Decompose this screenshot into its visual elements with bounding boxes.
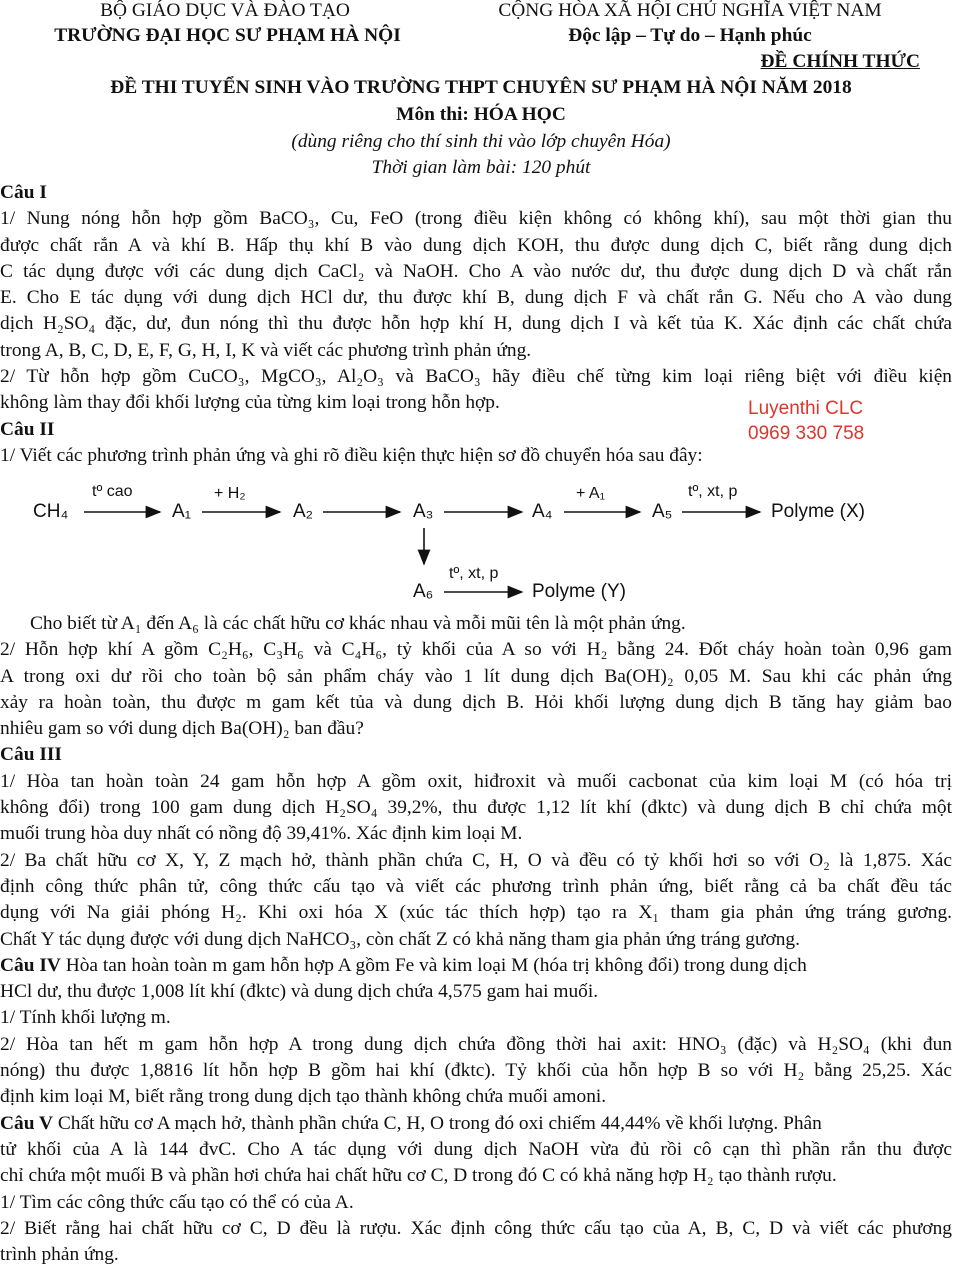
republic-name: CỘNG HÒA XÃ HỘI CHỦ NGHĨA VIỆT NAM [498, 0, 882, 21]
q5-intro-line: tử khối của A là 144 đvC. Cho A tác dụng với dung dịch NaOH vừa đủ rồi cô cạn thì phần rắn thu được [0, 1138, 952, 1160]
condition-add-a1: + A₁ [576, 485, 605, 502]
q3-part2-line: dụng với Na giải phóng H₂. Khi oxi hóa X (xúc tác thích hợp) tạo ra X₁ tham gia phản ứng tráng gương. [0, 902, 952, 924]
q4-part2-line: định kim loại M, biết rằng trong dung dịch tạo thành không chứa muối amoni. [0, 1086, 607, 1108]
q1-part1-line: dịch H₂SO₄ đặc, dư, đun nóng thì thu được hỗn hợp khí H, dung dịch I và kết tủa K. Xác định các chất chứa [0, 313, 952, 335]
species-ch4: CH₄ [33, 501, 69, 522]
question-4-label: Câu IV [0, 954, 61, 976]
watermark-name: Luyenthi CLC [748, 398, 864, 419]
condition-add-h2: + H₂ [214, 485, 246, 502]
q3-part2-line: định công thức phân tử, công thức cấu tạo và viết các phương trình phản ứng, biết rằng cả ba chất đều tác [0, 875, 952, 897]
q2-part2-line: 2/ Hỗn hợp khí A gồm C₂H₆, C₃H₆ và C₄H₆, tỷ khối của A so với H₂ bằng 24. Đốt cháy hoàn toàn 0,96 gam [0, 639, 952, 661]
species-a6: A₆ [413, 581, 434, 602]
ministry-name: BỘ GIÁO DỤC VÀ ĐÀO TẠO [100, 0, 350, 21]
q1-part1-line: C tác dụng được với các dung dịch CaCl₂ và NaOH. Cho A vào nước dư, thu được dung dịch D và chất rắn [0, 260, 952, 282]
q1-part1-line: được chất rắn A và khí B. Hấp thụ khí B vào dung dịch KOH, thu được dung dịch C, biết rằng dung dịch [0, 234, 952, 256]
q3-part1-line: không đổi) trong 100 gam dung dịch H₂SO₄ 39,2%, thu được 1,12 lít khí (đktc) và dung dịch B chỉ chứa một [0, 797, 952, 819]
q3-part1-line: 1/ Hòa tan hoàn toàn 24 gam hỗn hợp A gồm oxit, hiđroxit và muối cacbonat của kim loại M (có hóa trị [0, 770, 952, 792]
q1-part1-line: E. Cho E tác dụng với dung dịch HCl dư, thu được khí B, dung dịch F và chất rắn G. Nếu cho A vào dung [0, 287, 952, 309]
q3-part1-line: muối trung hòa duy nhất có nồng độ 39,41%. Xác định kim loại M. [0, 823, 523, 845]
species-a4: A₄ [532, 501, 553, 522]
exam-note: (dùng riêng cho thí sinh thi vào lớp chuyên Hóa) [291, 131, 671, 152]
q2-part2-line: nhiêu gam so với dung dịch Ba(OH)₂ ban đầu? [0, 718, 364, 740]
official-stamp-label: ĐỀ CHÍNH THỨC [760, 51, 920, 72]
question-3-label: Câu III [0, 744, 62, 766]
q4-intro-line-1 [0, 953, 952, 979]
q5-intro-line-1 [0, 1111, 952, 1137]
question-5-label: Câu V [0, 1112, 53, 1134]
exam-time: Thời gian làm bài: 120 phút [371, 157, 591, 178]
condition-polymerization-y: tº, xt, p [449, 565, 499, 582]
q1-part2-line: 2/ Từ hỗn hợp gồm CuCO₃, MgCO₃, Al₂O₃ và BaCO₃ hãy điều chế từng kim loại riêng biệt với điều kiện [0, 366, 952, 388]
polymer-x: Polyme (X) [771, 501, 865, 522]
q4-intro-text: Hòa tan hoàn toàn m gam hỗn hợp A gồm Fe và kim loại M (hóa trị không đổi) trong dung dịch [60, 954, 807, 976]
exam-body-continued [0, 611, 952, 1268]
q4-intro-line: HCl dư, thu được 1,008 lít khí (đktc) và dung dịch chứa 4,575 gam hai muối. [0, 981, 599, 1003]
species-a3: A₃ [413, 501, 434, 522]
q2-part2-line: A trong oxi dư rồi cho toàn bộ sản phẩm cháy vào 1 lít dung dịch Ba(OH)₂ 0,05 M. Sau khi các phản ứng [0, 665, 952, 687]
reaction-scheme-diagram [0, 476, 962, 612]
q3-part2-line: Chất Y tác dụng được với dung dịch NaHCO₃, còn chất Z có khả năng tham gia phản ứng tráng gương. [0, 928, 800, 950]
question-1-label: Câu I [0, 182, 47, 203]
q5-intro-text: Chất hữu cơ A mạch hở, thành phần chứa C, H, O trong đó oxi chiếm 44,44% về khối lượng. Phân [52, 1112, 822, 1134]
question-2-label: Câu II [0, 418, 55, 440]
q3-part2-line: 2/ Ba chất hữu cơ X, Y, Z mạch hở, thành phần chứa C, H, O và đều có tỷ khối hơi so với O₂ là 1,875. Xác [0, 849, 952, 871]
q2-diagram-note: Cho biết từ A₁ đến A₆ là các chất hữu cơ khác nhau và mỗi mũi tên là một phản ứng. [30, 613, 686, 634]
q1-part1-line: trong A, B, C, D, E, F, G, H, I, K và viết các phương trình phản ứng. [0, 339, 532, 361]
q1-part2-line: không làm thay đổi khối lượng của từng kim loại trong hỗn hợp. [0, 392, 500, 414]
q4-part2-line: 2/ Hòa tan hết m gam hỗn hợp A trong dung dịch chứa đồng thời hai axit: HNO₃ (đặc) và H₂SO₄ (khi đun [0, 1033, 952, 1055]
q2-part2-line: xảy ra hoàn toàn, thu được m gam kết tủa và dung dịch B. Hỏi khối lượng dung dịch B tăng hay giảm bao [0, 691, 952, 713]
exam-title: ĐỀ THI TUYỂN SINH VÀO TRƯỜNG THPT CHUYÊN SƯ PHẠM HÀ NỘI NĂM 2018 [110, 77, 852, 98]
species-a2: A₂ [293, 501, 314, 522]
national-motto: Độc lập – Tự do – Hạnh phúc [568, 25, 812, 46]
watermark-phone: 0969 330 758 [748, 423, 865, 444]
polymer-y: Polyme (Y) [532, 581, 626, 602]
exam-subject: Môn thi: HÓA HỌC [396, 104, 566, 125]
q5-part1: 1/ Tìm các công thức cấu tạo có thể có của A. [0, 1191, 354, 1213]
school-name: TRƯỜNG ĐẠI HỌC SƯ PHẠM HÀ NỘI [54, 25, 401, 46]
q2-part1-intro: 1/ Viết các phương trình phản ứng và ghi rõ điều kiện thực hiện sơ đồ chuyển hóa sau đây: [0, 444, 703, 466]
q5-part2-line: trình phản ứng. [0, 1244, 119, 1266]
q1-part1-line: 1/ Nung nóng hỗn hợp gồm BaCO₃, Cu, FeO (trong điều kiện không có không khí), sau một thời gian thu [0, 208, 952, 230]
q5-part2-line: 2/ Biết rằng hai chất hữu cơ C, D đều là rượu. Xác định công thức cấu tạo của A, B, C, D và viết các phương [0, 1217, 952, 1239]
condition-polymerization-x: tº, xt, p [688, 483, 738, 500]
condition-heat: tº cao [92, 483, 133, 500]
reaction-arrows [0, 476, 962, 612]
document-header [0, 0, 962, 80]
species-a5: A₅ [652, 501, 673, 522]
q4-part1: 1/ Tính khối lượng m. [0, 1007, 171, 1029]
q5-intro-line: chỉ chứa một muối B và phần hơi chứa hai chất hữu cơ C, D trong đó C có khả năng hợp H₂ tạo thành rượu. [0, 1165, 837, 1187]
q4-part2-line: nóng) thu được 1,8816 lít hỗn hợp B gồm hai khí (đktc). Tỷ khối của hỗn hợp B so với H₂ bằng 25,25. Xác [0, 1060, 952, 1082]
species-a1: A₁ [172, 501, 192, 522]
